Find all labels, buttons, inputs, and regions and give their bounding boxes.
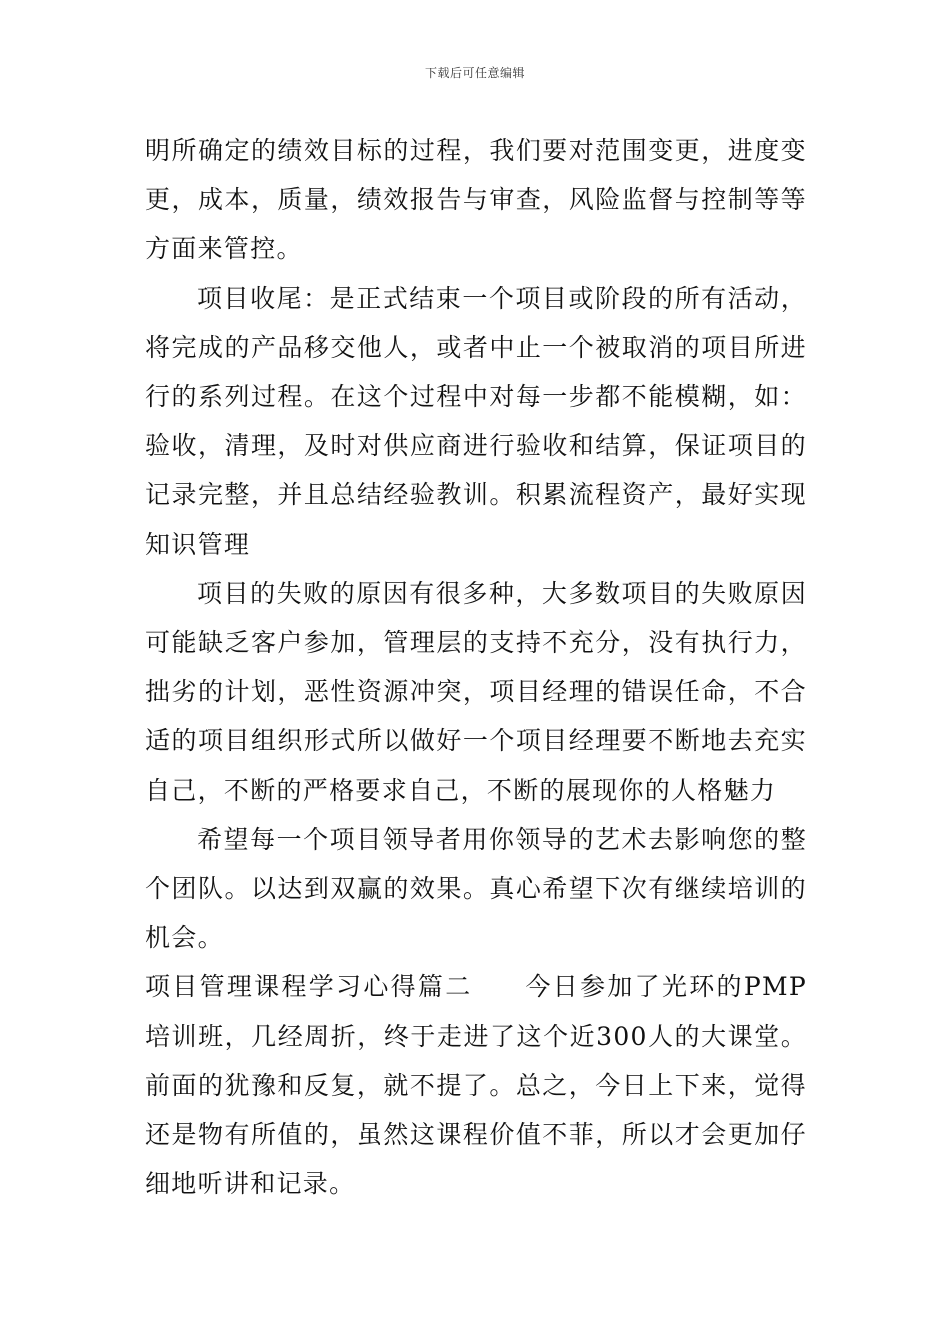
page-header: 下载后可任意编辑 — [424, 66, 525, 80]
section-title: 项目管理课程学习心得篇二 — [145, 972, 473, 1002]
document-body — [145, 126, 807, 1208]
paragraph-section-two — [145, 962, 807, 1208]
paragraph-failure-reasons: 项目的失败的原因有很多种，大多数项目的失败原因可能缺乏客户参加，管理层的支持不充分，没有执行力，拙劣的计划，恶性资源冲突，项目经理的错误任命，不合适的项目组织形式所以做好一个项目经理要不断地去充实自己，不断的严格要求自己，不断的展现你的人格魅力 — [145, 578, 807, 805]
paragraph-project-closing: 项目收尾：是正式结束一个项目或阶段的所有活动，将完成的产品移交他人，或者中止一个被取消的项目所进行的系列过程。在这个过程中对每一步都不能模糊，如：验收，清理，及时对供应商进行验收和结算，保证项目的记录完整，并且总结经验教训。积累流程资产，最好实现知识管理 — [145, 283, 807, 559]
paragraph-monitoring-continued: 明所确定的绩效目标的过程，我们要对范围变更，进度变更，成本，质量，绩效报告与审查，风险监督与控制等等方面来管控。 — [145, 136, 807, 264]
paragraph-hope: 希望每一个项目领导者用你领导的艺术去影响您的整个团队。以达到双赢的效果。真心希望下次有继续培训的机会。 — [145, 824, 807, 953]
section-text: 今日参加了光环的PMP培训班，几经周折，终于走进了这个近300人的大课堂。前面的犹豫和反复，就不提了。总之，今日上下来，觉得还是物有所值的，虽然这课程价值不菲，所以才会更加仔细地听讲和记录。 — [145, 972, 807, 1199]
